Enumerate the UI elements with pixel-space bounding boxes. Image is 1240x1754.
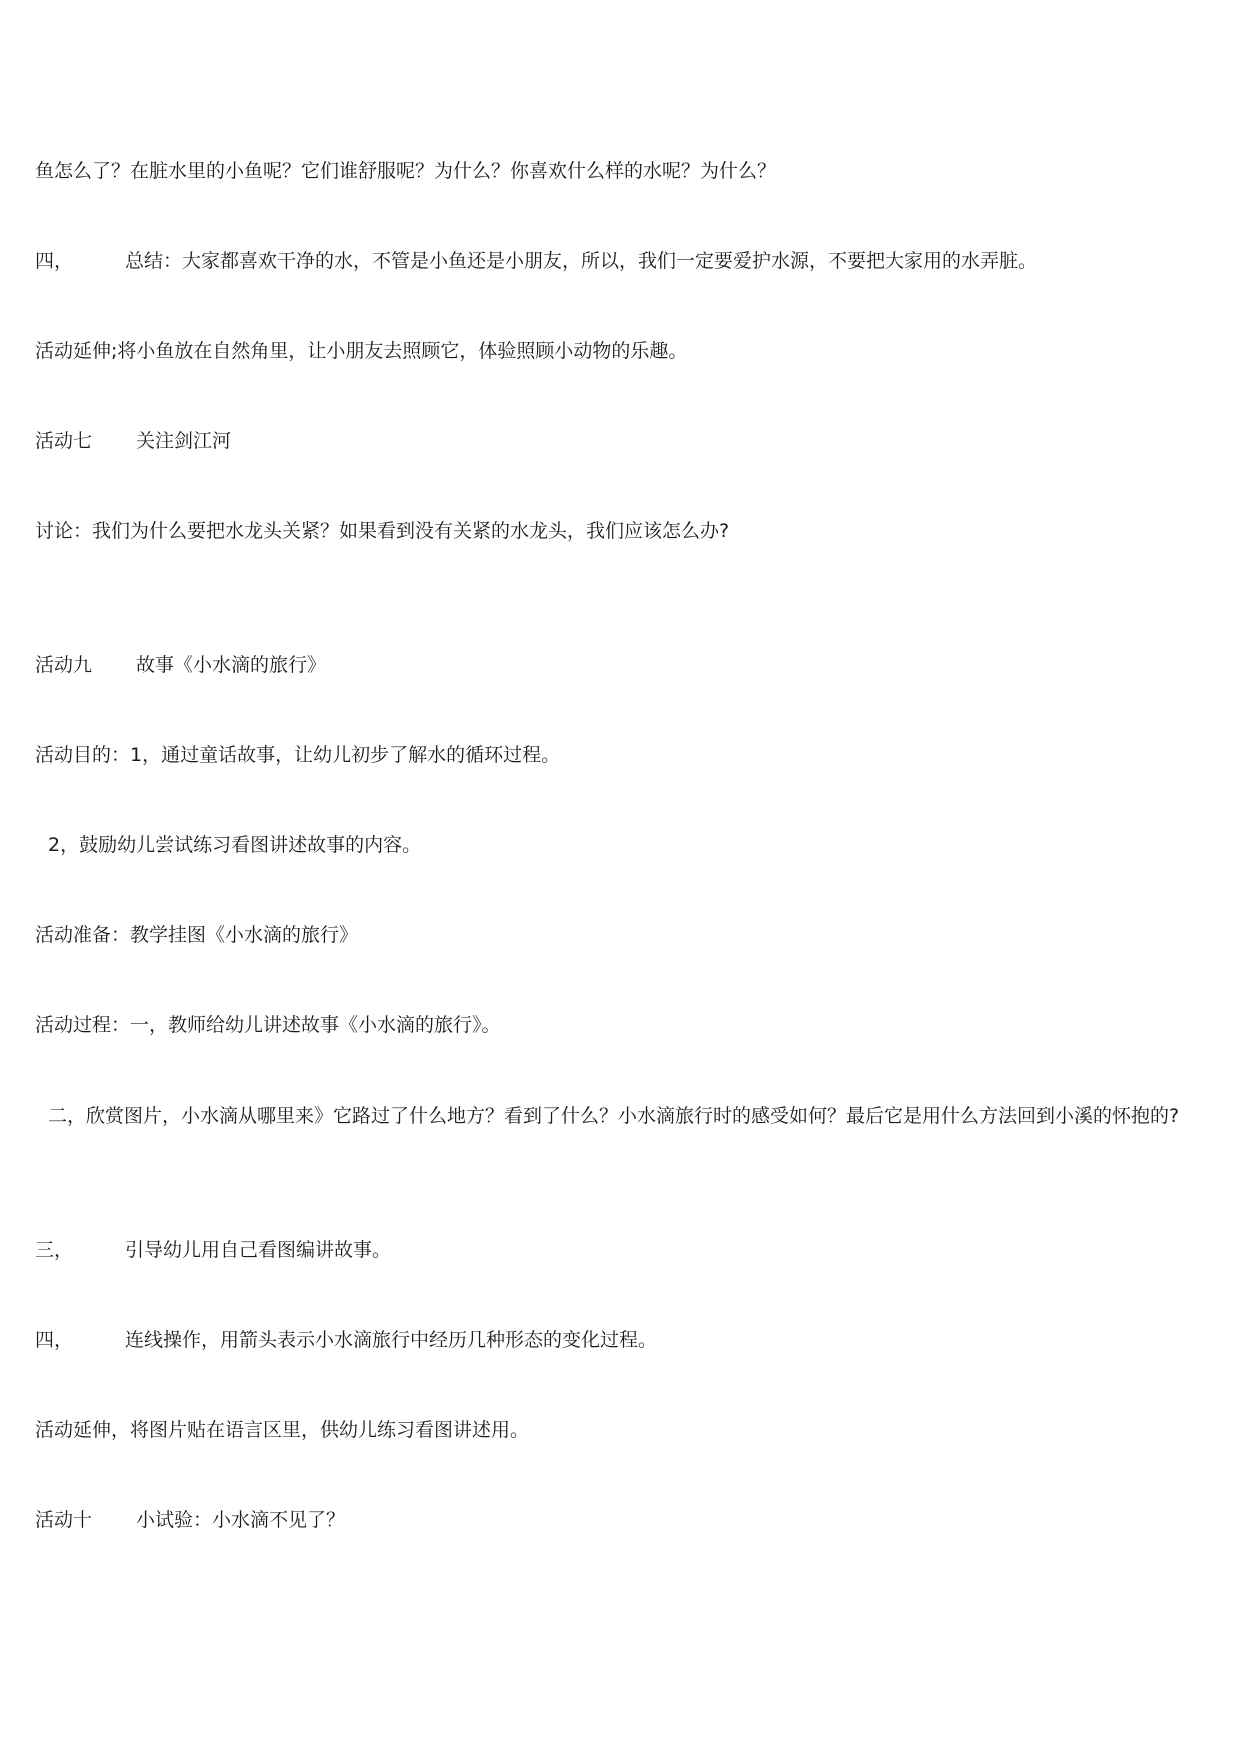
- paragraph-text: 鱼怎么了？在脏水里的小鱼呢？它们谁舒服呢？为什么？你喜欢什么样的水呢？为什么？: [35, 160, 777, 182]
- paragraph-process-1: [35, 1010, 1215, 1040]
- paragraph-text: 讨论：我们为什么要把水龙头关紧？如果看到没有关紧的水龙头，我们应该怎么办?: [35, 520, 730, 542]
- paragraph-text: 活动准备：教学挂图《小水滴的旅行》: [35, 924, 359, 946]
- paragraph-text: 引导幼儿用自己看图编讲故事。: [125, 1239, 392, 1261]
- activity-label: 活动十: [35, 1509, 93, 1531]
- item-number: 四，: [35, 250, 74, 272]
- paragraph-text: 二，欣赏图片，小水滴从哪里来》它路过了什么地方？看到了什么？小水滴旅行时的感受如何？最后它是用什么方法回到小溪的怀抱的?: [48, 1105, 1180, 1127]
- paragraph-text: 活动过程：一，教师给幼儿讲述故事《小水滴的旅行》。: [35, 1014, 501, 1036]
- paragraph-fish-questions: [35, 156, 1215, 186]
- heading-activity-9: [35, 650, 1215, 680]
- paragraph-preparation: [35, 920, 1215, 950]
- paragraph-process-4: [35, 1325, 1215, 1355]
- activity-label: 活动九: [35, 654, 93, 676]
- paragraph-summary: [35, 246, 1215, 276]
- paragraph-text: 活动目的：1，通过童话故事，让幼儿初步了解水的循环过程。: [35, 744, 561, 766]
- activity-title: 小试验：小水滴不见了？: [136, 1509, 346, 1531]
- activity-label: 活动七: [35, 430, 93, 452]
- paragraph-extension-story: [35, 1415, 1215, 1445]
- paragraph-text: 活动延伸;将小鱼放在自然角里，让小朋友去照顾它，体验照顾小动物的乐趣。: [35, 340, 688, 362]
- heading-activity-10: [35, 1505, 1215, 1535]
- paragraph-process-3: [35, 1235, 1215, 1265]
- paragraph-goal-2: [48, 830, 1228, 860]
- paragraph-extension-fish: [35, 336, 1215, 366]
- paragraph-process-2: [35, 1089, 1215, 1143]
- paragraph-text: 活动延伸，将图片贴在语言区里，供幼儿练习看图讲述用。: [35, 1419, 530, 1441]
- activity-title: 关注剑江河: [136, 430, 232, 452]
- heading-activity-7: [35, 426, 1215, 456]
- paragraph-goal-1: [35, 740, 1215, 770]
- item-number: 四，: [35, 1329, 74, 1351]
- paragraph-text: 总结：大家都喜欢干净的水，不管是小鱼还是小朋友，所以，我们一定要爱护水源，不要把大家用的水弄脏。: [125, 250, 1038, 272]
- paragraph-text: 2，鼓励幼儿尝试练习看图讲述故事的内容。: [48, 834, 422, 856]
- item-number: 三，: [35, 1239, 74, 1261]
- activity-title: 故事《小水滴的旅行》: [136, 654, 327, 676]
- paragraph-discussion: [35, 516, 1215, 546]
- paragraph-text: 连线操作，用箭头表示小水滴旅行中经历几种形态的变化过程。: [125, 1329, 658, 1351]
